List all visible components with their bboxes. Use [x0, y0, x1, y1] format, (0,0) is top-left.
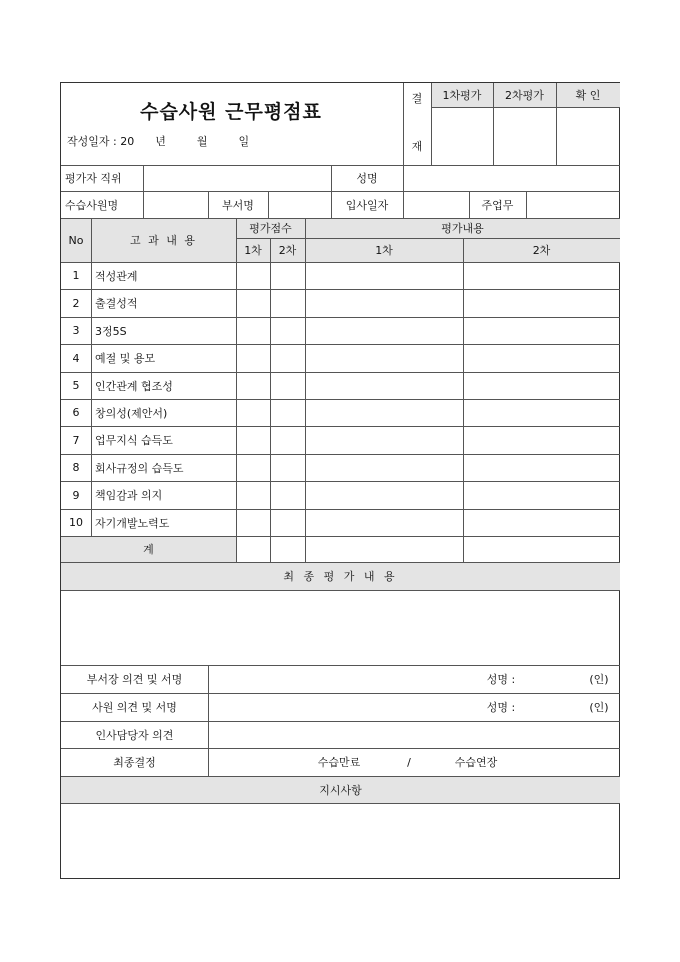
row-number: 6	[72, 406, 80, 419]
evaluator-position-label: 평가자 직위	[65, 172, 122, 185]
row-content-first[interactable]	[305, 509, 463, 536]
join-date-field[interactable]	[403, 191, 469, 218]
approval-label-bottom: 재	[411, 140, 423, 153]
approval-label-top: 결	[411, 92, 423, 105]
instructions-header: 지시사항	[319, 783, 362, 797]
row-number: 10	[69, 516, 83, 529]
row-score-second[interactable]	[270, 509, 305, 536]
trainee-name-label: 수습사원명	[65, 198, 119, 212]
row-score-second[interactable]	[270, 399, 305, 426]
row-content-second[interactable]	[463, 481, 620, 509]
instructions-content-area[interactable]	[61, 803, 620, 878]
row-score-second[interactable]	[270, 289, 305, 317]
row-score-first[interactable]	[236, 289, 270, 317]
approval-confirm-sign-box[interactable]	[556, 107, 620, 165]
row-content-second[interactable]	[463, 399, 620, 426]
total-score-second[interactable]	[270, 536, 305, 562]
employee-sign-label: 성명 :	[486, 701, 516, 714]
department-label: 부서명	[222, 198, 254, 212]
row-content-first[interactable]	[305, 344, 463, 372]
hr-opinion-field[interactable]	[208, 721, 620, 748]
row-item-label: 자기개발노력도	[95, 516, 170, 530]
evaluator-position-field[interactable]	[143, 165, 331, 191]
row-score-first[interactable]	[236, 481, 270, 509]
no-header: No	[68, 233, 84, 247]
score-header: 평가점수	[249, 222, 292, 235]
row-content-second[interactable]	[463, 509, 620, 536]
item-header: 고 과 내 용	[130, 234, 197, 247]
row-number: 9	[72, 488, 80, 502]
row-number: 8	[72, 461, 80, 474]
row-content-second[interactable]	[463, 289, 620, 317]
decision-separator: /	[407, 755, 411, 769]
dept-head-opinion-label: 부서장 의견 및 서명	[86, 673, 183, 686]
row-item-label: 인간관계 협조성	[95, 379, 173, 393]
row-item-label: 적성관계	[95, 269, 138, 283]
employee-seal: (인)	[589, 701, 609, 714]
trainee-name-field[interactable]	[143, 191, 208, 218]
row-score-first[interactable]	[236, 454, 270, 481]
row-item-label: 업무지식 습득도	[95, 434, 173, 447]
row-content-first[interactable]	[305, 454, 463, 481]
row-content-second[interactable]	[463, 426, 620, 454]
dept-head-opinion-field[interactable]	[208, 665, 468, 693]
row-content-first[interactable]	[305, 317, 463, 344]
employee-opinion-field[interactable]	[208, 693, 468, 721]
row-score-second[interactable]	[270, 344, 305, 372]
row-score-first[interactable]	[236, 262, 270, 289]
row-score-second[interactable]	[270, 262, 305, 289]
row-item-label: 회사규정의 습득도	[95, 461, 184, 475]
row-number: 4	[72, 351, 80, 365]
form-title: 수습사원 근무평점표	[140, 101, 322, 123]
row-score-first[interactable]	[236, 344, 270, 372]
probation-complete-option[interactable]: 수습만료	[317, 756, 361, 769]
dept-head-sign-label: 성명 :	[486, 673, 516, 686]
row-score-second[interactable]	[270, 481, 305, 509]
department-field[interactable]	[268, 191, 331, 218]
row-number: 1	[72, 269, 80, 282]
row-score-first[interactable]	[236, 509, 270, 536]
row-content-second[interactable]	[463, 317, 620, 344]
content-first-header: 1차	[375, 244, 393, 257]
row-content-first[interactable]	[305, 372, 463, 399]
row-score-first[interactable]	[236, 426, 270, 454]
row-content-first[interactable]	[305, 262, 463, 289]
row-number: 3	[72, 324, 80, 337]
row-number: 2	[72, 296, 80, 310]
row-item-label: 3정5S	[95, 324, 127, 338]
final-eval-content-area[interactable]	[61, 590, 620, 665]
approval-second-sign-box[interactable]	[493, 107, 556, 165]
employee-opinion-label: 사원 의견 및 서명	[92, 701, 177, 714]
row-score-second[interactable]	[270, 454, 305, 481]
row-score-second[interactable]	[270, 372, 305, 399]
score-second-header: 2차	[278, 244, 297, 257]
row-score-first[interactable]	[236, 399, 270, 426]
row-score-first[interactable]	[236, 317, 270, 344]
row-item-label: 출결성적	[95, 297, 138, 310]
row-content-second[interactable]	[463, 262, 620, 289]
date-year-label: 년	[155, 135, 166, 148]
date-label: 작성일자 : 20	[67, 135, 135, 148]
date-line	[67, 133, 249, 149]
row-score-second[interactable]	[270, 426, 305, 454]
main-duty-label: 주업무	[481, 198, 514, 212]
row-score-first[interactable]	[236, 372, 270, 399]
row-content-first[interactable]	[305, 481, 463, 509]
row-item-label: 예절 및 용모	[95, 352, 156, 365]
final-eval-header: 최 종 평 가 내 용	[283, 570, 398, 583]
score-first-header: 1차	[244, 244, 262, 257]
approval-first-eval: 1차평가	[442, 89, 482, 102]
date-month-label: 월	[196, 135, 208, 148]
content-second-header: 2차	[532, 244, 551, 257]
evaluation-form	[60, 82, 620, 879]
row-content-first[interactable]	[305, 289, 463, 317]
name-field[interactable]	[403, 165, 620, 191]
dept-head-seal: (인)	[589, 673, 609, 686]
total-score-first[interactable]	[236, 536, 270, 562]
row-score-second[interactable]	[270, 317, 305, 344]
row-number: 5	[72, 379, 80, 392]
total-label: 계	[143, 543, 154, 556]
row-content-first[interactable]	[305, 426, 463, 454]
main-duty-field[interactable]	[526, 191, 620, 218]
hr-opinion-label: 인사담당자 의견	[95, 728, 174, 742]
row-item-label: 창의성(제안서)	[95, 406, 168, 420]
date-day-label: 일	[238, 135, 250, 148]
row-item-label: 책임감과 의지	[95, 489, 163, 502]
row-content-second[interactable]	[463, 344, 620, 372]
row-number: 7	[72, 433, 80, 447]
approval-first-sign-box[interactable]	[431, 107, 493, 165]
approval-confirm: 확 인	[575, 89, 601, 102]
approval-second-eval: 2차평가	[505, 89, 544, 102]
probation-extend-option[interactable]: 수습연장	[454, 756, 498, 769]
name-label: 성명	[356, 172, 378, 185]
row-content-first[interactable]	[305, 399, 463, 426]
final-decision-label: 최종결정	[113, 756, 156, 769]
row-content-second[interactable]	[463, 454, 620, 481]
row-content-second[interactable]	[463, 372, 620, 399]
content-header: 평가내용	[441, 222, 484, 235]
join-date-label: 입사일자	[345, 198, 389, 212]
